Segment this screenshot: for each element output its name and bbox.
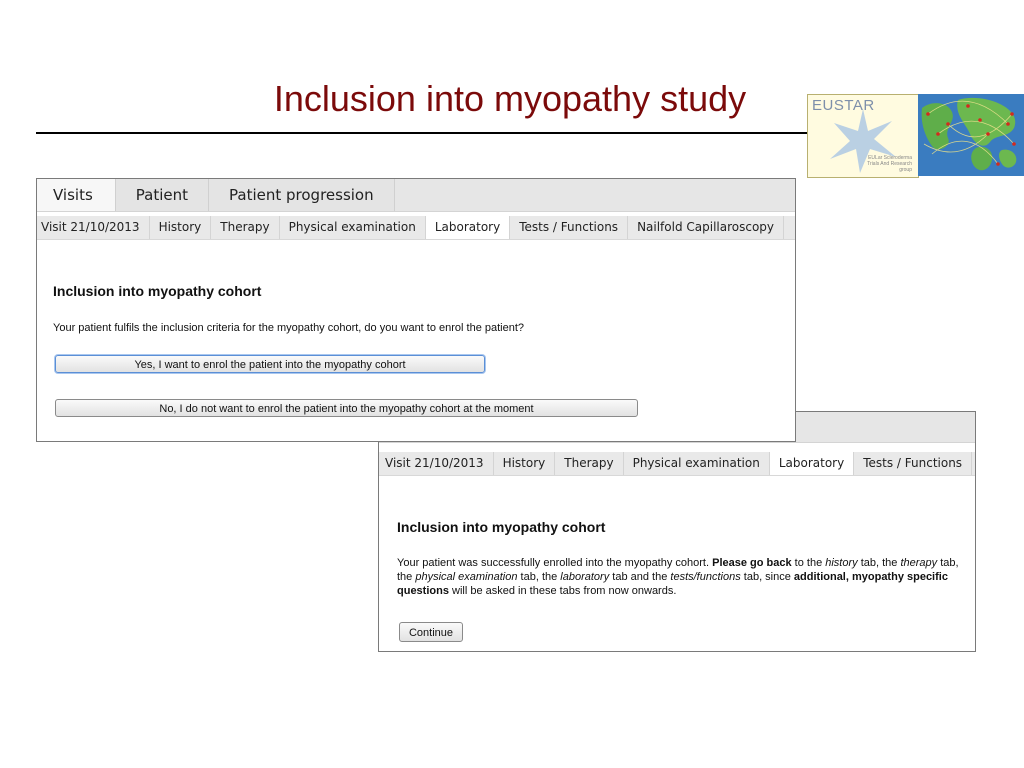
continue-button[interactable]: Continue <box>399 622 463 642</box>
sub-tab-physical-examination[interactable]: Physical examination <box>624 452 770 475</box>
sub-tab-therapy[interactable]: Therapy <box>211 216 279 239</box>
inclusion-question: Your patient fulfils the inclusion criteria for the myopathy cohort, do you want to enrol the patient? <box>53 322 525 334</box>
sub-tab-therapy[interactable]: Therapy <box>555 452 623 475</box>
tab-patient[interactable]: Patient <box>116 179 209 211</box>
enrolment-question-window <box>36 178 796 442</box>
sub-tab-tests-functions[interactable]: Tests / Functions <box>510 216 628 239</box>
sub-tab-laboratory[interactable]: Laboratory <box>426 216 510 239</box>
eustar-logo-text: EUSTAR <box>812 97 875 114</box>
sub-tab-nailfold-capillaroscopy[interactable]: Nailfold Capillaroscopy <box>628 216 784 239</box>
sub-tab-history[interactable]: History <box>494 452 556 475</box>
world-network-logo <box>918 94 1024 176</box>
sub-tab-visit-date[interactable]: Visit 21/10/2013 <box>37 216 150 239</box>
enrol-no-button[interactable]: No, I do not want to enrol the patient into the myopathy cohort at the moment <box>55 399 638 417</box>
sub-tab-history[interactable]: History <box>150 216 212 239</box>
eustar-logo <box>807 94 919 178</box>
inclusion-heading: Inclusion into myopathy cohort <box>53 283 262 299</box>
visit-sub-tab-bar <box>37 216 795 240</box>
confirmation-heading: Inclusion into myopathy cohort <box>397 519 606 535</box>
sub-tab-physical-examination[interactable]: Physical examination <box>280 216 426 239</box>
sub-tab-tests-functions[interactable]: Tests / Functions <box>854 452 972 475</box>
enrol-yes-button[interactable]: Yes, I want to enrol the patient into the myopathy cohort <box>55 355 485 373</box>
sub-tab-visit-date[interactable]: Visit 21/10/2013 <box>379 452 494 475</box>
visit-sub-tab-bar <box>379 452 975 476</box>
tab-visits[interactable]: Visits <box>37 179 116 211</box>
eustar-logo-caption: EULar Scleroderma Trials And Research group <box>867 155 912 173</box>
title-divider <box>36 132 808 134</box>
main-tab-bar <box>37 179 795 212</box>
tab-patient-progression[interactable]: Patient progression <box>209 179 395 211</box>
sub-tab-laboratory[interactable]: Laboratory <box>770 452 854 475</box>
world-map-icon <box>918 94 1024 176</box>
enrolment-confirmation-window <box>378 411 976 652</box>
confirmation-message: Your patient was successfully enrolled into the myopathy cohort. Please go back to the history tab, the therapy tab, the physical examination tab, the laboratory tab and the tests/functions tab, since additional, myopathy specific questions will be asked in these tabs from now onwards. <box>397 557 959 597</box>
slide-title: Inclusion into myopathy study <box>273 78 747 119</box>
